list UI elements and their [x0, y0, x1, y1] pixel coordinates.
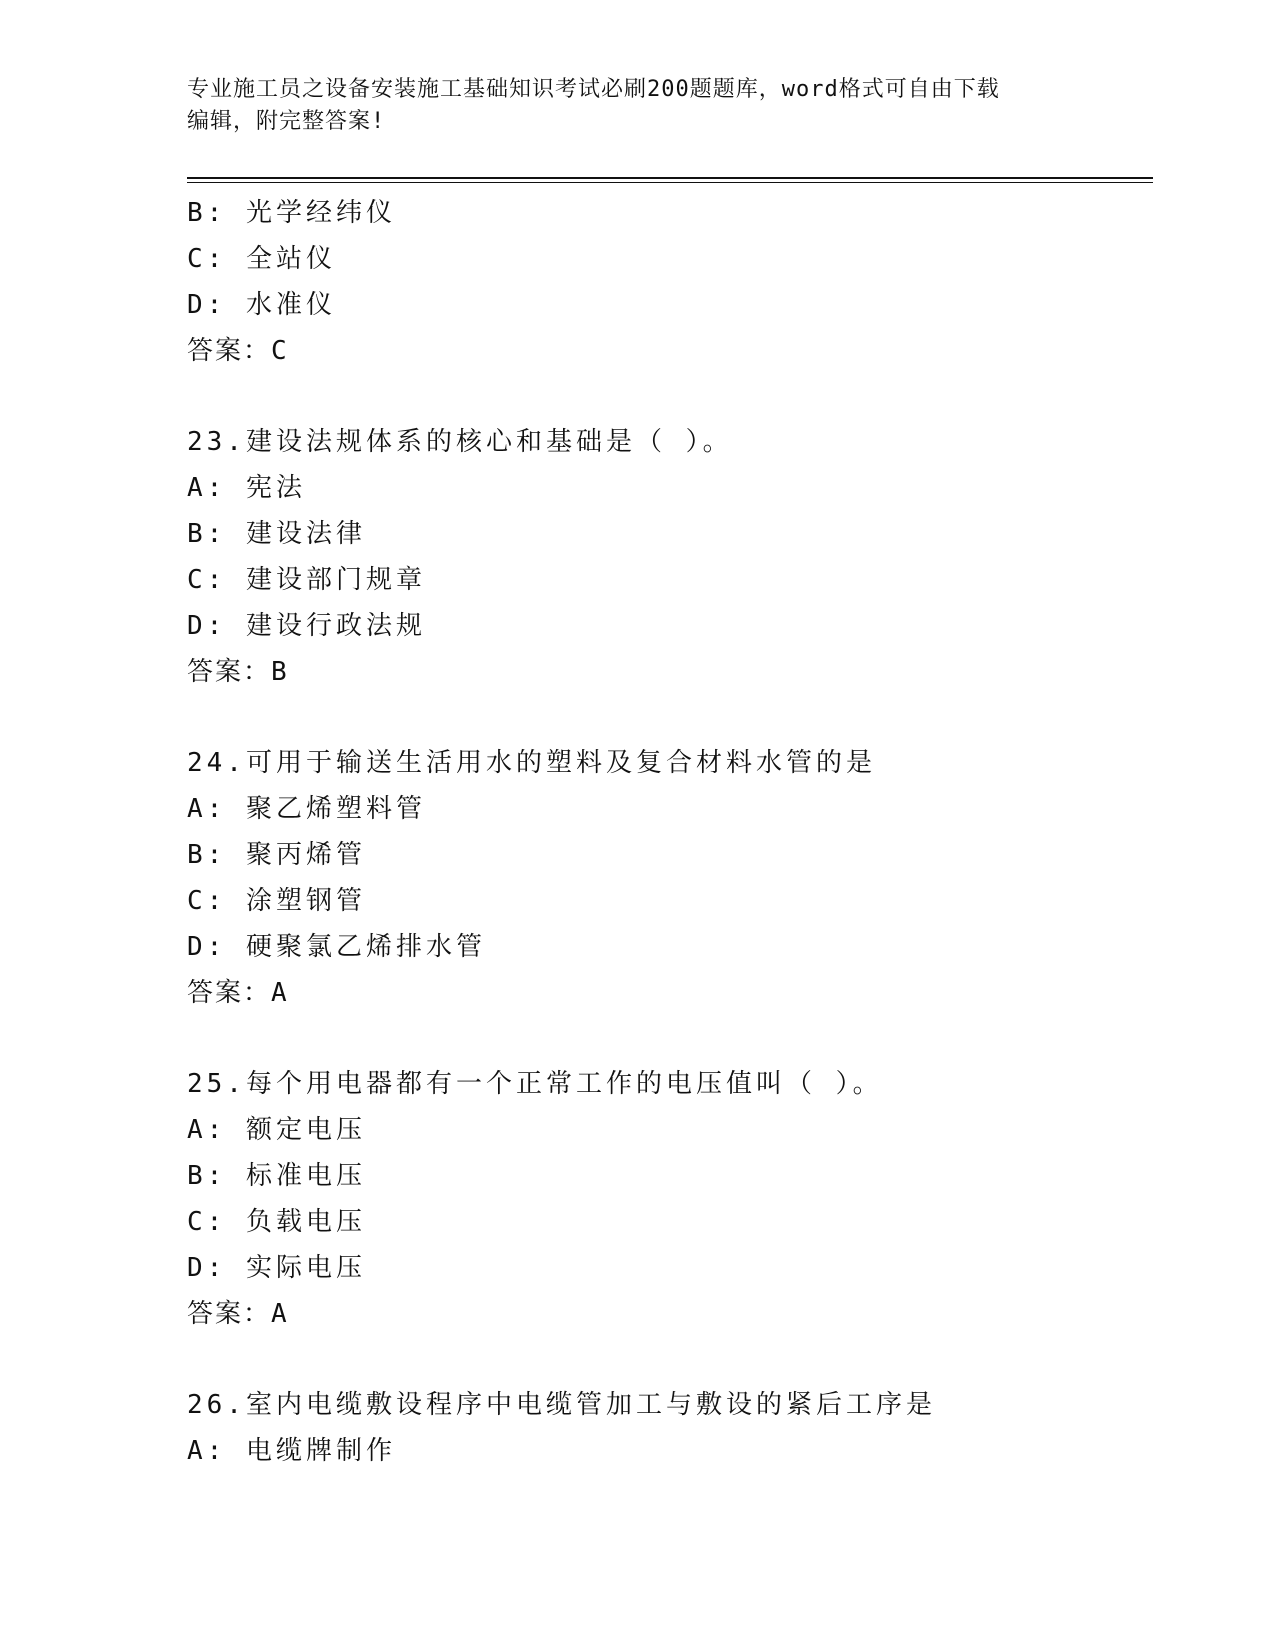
option-d: D: 硬聚氯乙烯排水管	[187, 932, 486, 962]
question-title: 23.建设法规体系的核心和基础是（ ）。	[187, 427, 733, 457]
question-25	[187, 1061, 1137, 1337]
option-a: A: 聚乙烯塑料管	[187, 794, 426, 824]
header-line-2: 编辑，附完整答案!	[187, 109, 386, 134]
option-b: B: 聚丙烯管	[187, 840, 366, 870]
question-title: 26.室内电缆敷设程序中电缆管加工与敷设的紧后工序是	[187, 1390, 936, 1420]
option-b: B: 建设法律	[187, 519, 366, 549]
option-c: C: 全站仪	[187, 244, 336, 274]
option-d: D: 水准仪	[187, 290, 336, 320]
answer-line: 答案：B	[187, 657, 289, 687]
header-divider-thin	[187, 182, 1153, 183]
option-d: D: 实际电压	[187, 1253, 366, 1283]
question-22-continued	[187, 190, 1137, 374]
spacer	[187, 1337, 1137, 1382]
option-a: A: 额定电压	[187, 1115, 366, 1145]
question-title: 25.每个用电器都有一个正常工作的电压值叫（ ）。	[187, 1069, 883, 1099]
option-b: B: 标准电压	[187, 1161, 366, 1191]
question-23	[187, 419, 1137, 695]
option-b: B: 光学经纬仪	[187, 198, 396, 228]
answer-line: 答案：C	[187, 336, 289, 366]
header-divider-thick	[187, 177, 1153, 179]
question-24	[187, 740, 1137, 1016]
option-d: D: 建设行政法规	[187, 611, 426, 641]
answer-line: 答案：A	[187, 978, 289, 1008]
header-line-1: 专业施工员之设备安装施工基础知识考试必刷200题题库，word格式可自由下载	[187, 77, 1000, 102]
answer-line: 答案：A	[187, 1299, 289, 1329]
option-a: A: 宪法	[187, 473, 306, 503]
question-list	[187, 190, 1137, 1474]
spacer	[187, 374, 1137, 419]
option-c: C: 建设部门规章	[187, 565, 426, 595]
option-c: C: 负载电压	[187, 1207, 366, 1237]
spacer	[187, 1016, 1137, 1061]
spacer	[187, 695, 1137, 740]
option-a: A: 电缆牌制作	[187, 1436, 396, 1466]
question-26	[187, 1382, 1137, 1474]
question-title: 24.可用于输送生活用水的塑料及复合材料水管的是	[187, 748, 876, 778]
option-c: C: 涂塑钢管	[187, 886, 366, 916]
document-header	[187, 74, 1087, 138]
